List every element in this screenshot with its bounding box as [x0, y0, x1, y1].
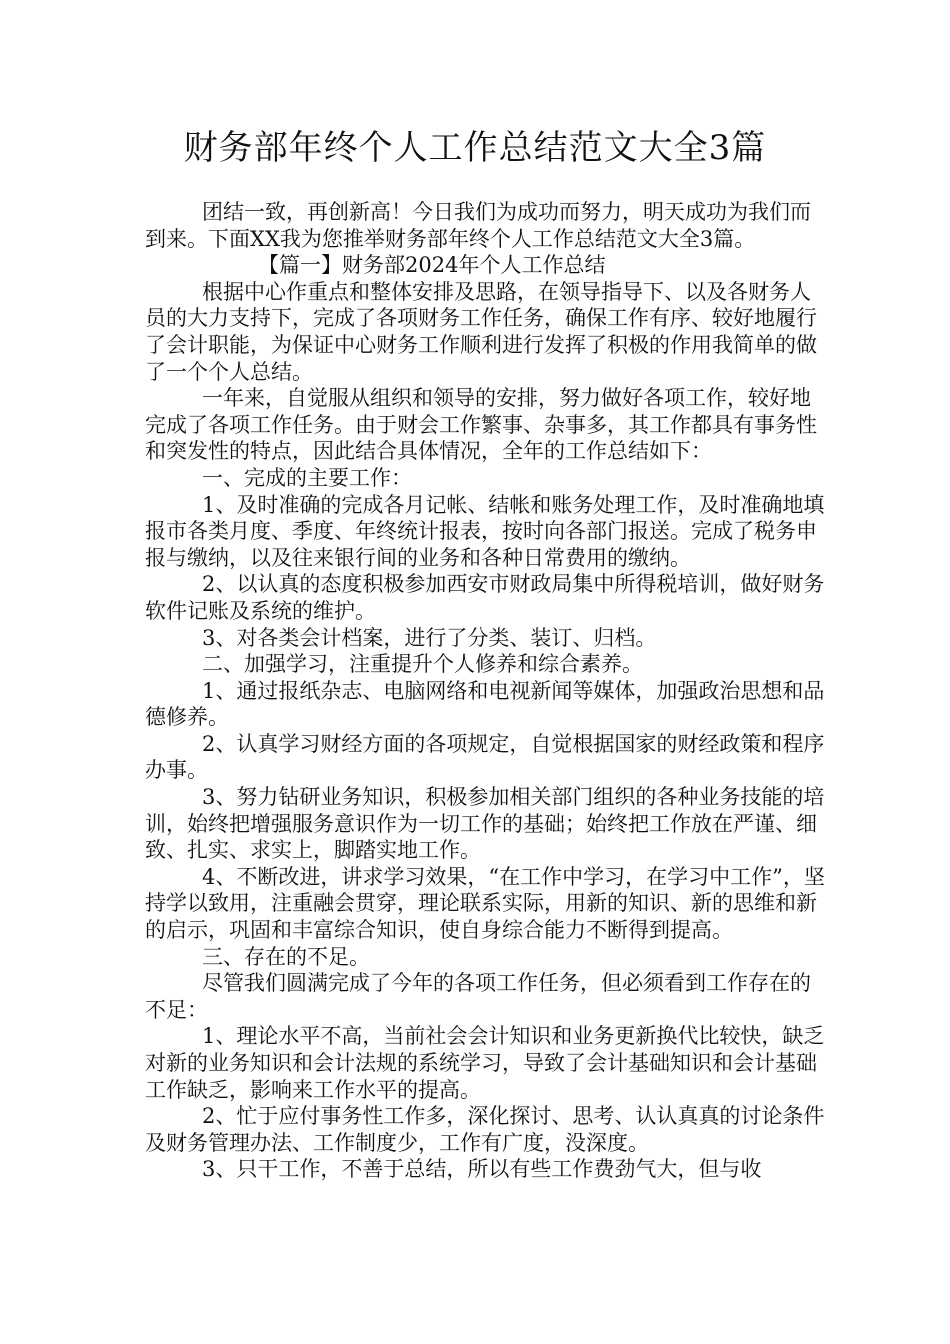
list-item: 3、对各类会计档案，进行了分类、装订、归档。 — [202, 625, 657, 650]
body-paragraph: 一年来，自觉服从组织和领导的安排，努力做好各项工作，较好地完成了各项工作任务。由于财会工作繁事、杂事多，其工作都具有事务性和突发性的特点，因此结合具体情况，全年的工作总结如下： — [145, 386, 817, 464]
list-item: 2、忙于应付事务性工作多，深化探讨、思考、认认真真的讨论条件及财务管理办法、工作制度少，工作有广度，没深度。 — [145, 1104, 825, 1155]
list-item: 3、努力钻研业务知识，积极参加相关部门组织的各种业务技能的培训，始终把增强服务意识作为一切工作的基础；始终把工作放在严谨、细致、扎实、求实上，脚踏实地工作。 — [145, 785, 825, 863]
body-paragraph: 根据中心作重点和整体安排及思路，在领导指导下、以及各财务人员的大力支持下，完成了各项财务工作任务，确保工作有序、较好地履行了会计职能，为保证中心财务工作顺利进行发挥了积极的作用我简单的做了一个个人总结。 — [145, 279, 817, 384]
intro-paragraph: 团结一致，再创新高！今日我们为成功而努力，明天成功为我们而到来。下面XX我为您推举财务部年终个人工作总结范文大全3篇。 — [145, 200, 811, 251]
section-heading-part-one: 【篇一】财务部2024年个人工作总结 — [258, 253, 606, 278]
subheading-main-work: 一、完成的主要工作： — [202, 465, 412, 490]
document-body — [145, 199, 825, 1183]
list-item: 4、不断改进，讲求学习效果，“在工作中学习，在学习中工作”，坚持学以致用，注重融会贯穿，理论联系实际，用新的知识、新的思维和新的启示，巩固和丰富综合知识，使自身综合能力不断得到提高。 — [145, 864, 825, 943]
body-paragraph: 尽管我们圆满完成了今年的各项工作任务，但必须看到工作存在的不足： — [145, 971, 811, 1022]
list-item: 1、及时准确的完成各月记帐、结帐和账务处理工作，及时准确地填报市各类月度、季度、年终统计报表，按时向各部门报送。完成了税务申报与缴纳，以及往来银行间的业务和各种日常费用的缴纳。 — [145, 492, 825, 570]
list-item: 2、认真学习财经方面的各项规定，自觉根据国家的财经政策和程序办事。 — [145, 731, 825, 783]
subheading-shortcomings: 三、存在的不足。 — [202, 944, 370, 969]
subheading-learning: 二、加强学习，注重提升个人修养和综合素养。 — [202, 652, 643, 677]
document-title: 财务部年终个人工作总结范文大全3篇 — [183, 128, 767, 168]
list-item: 2、以认真的态度积极参加西安市财政局集中所得税培训，做好财务软件记账及系统的维护。 — [145, 572, 825, 623]
list-item: 3、只干工作，不善于总结，所以有些工作费劲气大，但与收 — [202, 1157, 762, 1182]
list-item: 1、理论水平不高，当前社会会计知识和业务更新换代比较快，缺乏对新的业务知识和会计法规的系统学习，导致了会计基础知识和会计基础工作缺乏，影响来工作水平的提高。 — [145, 1024, 825, 1102]
list-item: 1、通过报纸杂志、电脑网络和电视新闻等媒体，加强政治思想和品德修养。 — [145, 678, 825, 730]
